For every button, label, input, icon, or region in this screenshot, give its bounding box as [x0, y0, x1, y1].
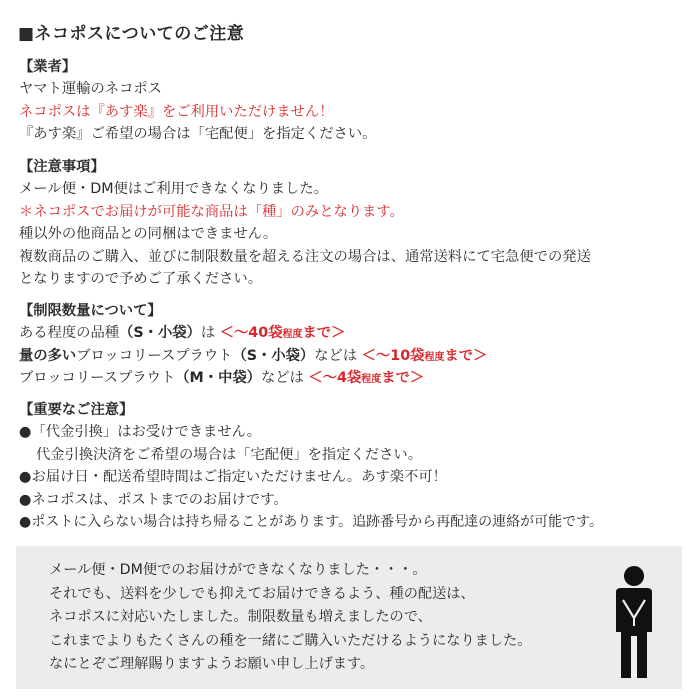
- note-line: これまでよりもたくさんの種を一緒にご購入いただけるようになりました。: [49, 632, 532, 649]
- limit-connector: は: [200, 325, 220, 342]
- apology-note: [16, 546, 682, 689]
- important-heading: 【重要なご注意】: [19, 402, 134, 418]
- limit-close: まで＞: [302, 325, 346, 342]
- limit-amount: ＜～10袋: [361, 347, 425, 364]
- page-title: ■ネコポスについてのご注意: [18, 24, 245, 44]
- bowing-person-icon: [606, 566, 662, 678]
- important-item: ●「代金引換」はお受けできません。: [19, 424, 262, 441]
- cautions-line: となりますので予めご了承ください。: [19, 270, 263, 287]
- note-text: [49, 559, 609, 677]
- note-line: なにとぞご理解賜りますようお願い申し上げます。: [49, 656, 375, 673]
- cautions-heading: 【注意事項】: [19, 159, 105, 175]
- cautions-warning: ＊ネコポスでお届けが可能な商品は「種」のみとなります。: [19, 203, 404, 220]
- important-section: [19, 399, 699, 533]
- limit-amount: ＜～40袋: [219, 325, 283, 342]
- limit-connector: などは: [314, 347, 362, 364]
- limit-emphasis: 量の多い: [19, 347, 77, 364]
- important-item: ●お届け日・配送希望時間はご指定いただけません。あす楽不可！: [19, 469, 447, 486]
- limit-approx: 程度: [361, 374, 382, 386]
- limit-product: ブロッコリースプラウト: [76, 347, 233, 364]
- limit-row: [19, 345, 699, 367]
- important-item: ●ポストに入らない場合は持ち帰ることがあります。追跡番号から再配達の連絡が可能です。: [19, 513, 603, 530]
- limit-close: まで＞: [444, 347, 488, 364]
- note-line: それでも、送料を少しでも抑えてお届けできるよう、種の配送は、: [49, 585, 475, 602]
- limit-connector: などは: [260, 370, 309, 387]
- cautions-line: 種以外の他商品との同梱はできません。: [19, 226, 278, 243]
- note-line: ネコポスに対応いたしました。制限数量も増えましたので、: [49, 609, 432, 626]
- carrier-heading: 【業者】: [19, 59, 77, 75]
- limit-close: まで＞: [381, 370, 425, 387]
- limit-product: ある程度の品種: [19, 325, 120, 342]
- cautions-section: [19, 156, 699, 290]
- limit-size: （S・小袋）: [232, 347, 315, 364]
- important-item: 代金引換決済をご希望の場合は「宅配便」を指定ください。: [36, 446, 423, 463]
- limit-row: [19, 367, 699, 389]
- note-line: メール便・DM便でのお届けができなくなりました・・・。: [49, 562, 427, 578]
- limits-heading: 【制限数量について】: [19, 303, 162, 319]
- carrier-section: [19, 56, 699, 146]
- limit-approx: 程度: [282, 329, 303, 341]
- limit-size: （S・小袋）: [119, 325, 201, 342]
- carrier-instruction: 『あす楽』ご希望の場合は「宅配便」を指定ください。: [19, 126, 377, 143]
- carrier-line: ヤマト運輸のネコポス: [19, 81, 162, 98]
- limit-product: ブロッコリースプラウト: [19, 370, 176, 387]
- limit-row: [19, 322, 699, 344]
- cautions-line: メール便・DM便はご利用できなくなりました。: [19, 181, 328, 198]
- limit-amount: ＜～4袋: [308, 370, 362, 387]
- important-item: ●ネコポスは、ポストまでのお届けです。: [19, 491, 288, 508]
- carrier-warning: ネコポスは『あす楽』をご利用いただけません！: [19, 103, 334, 120]
- limit-size: （M・中袋）: [175, 370, 261, 387]
- cautions-line: 複数商品のご購入、並びに制限数量を超える注文の場合は、通常送料にて宅急便での発送: [19, 248, 591, 265]
- limit-approx: 程度: [424, 351, 445, 363]
- limits-section: [19, 300, 699, 390]
